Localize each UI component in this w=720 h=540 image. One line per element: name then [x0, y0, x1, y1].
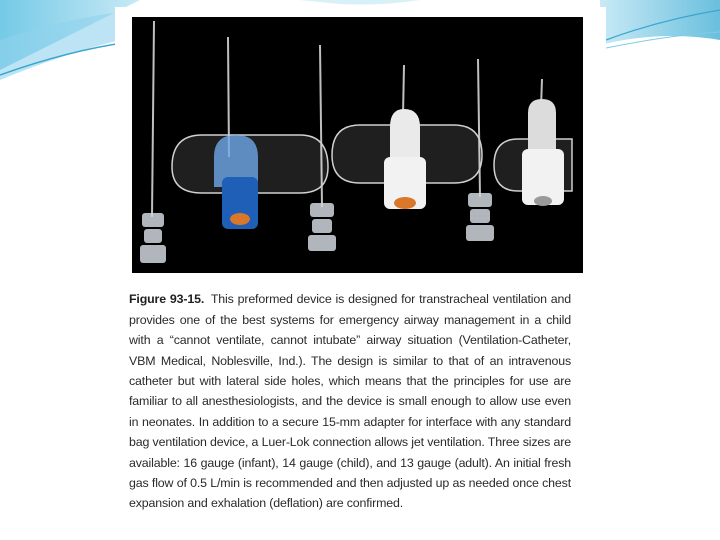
figure-card: [115, 7, 606, 517]
transtracheal-catheter-image: [132, 17, 583, 273]
figure-label: Figure 93-15.: [129, 292, 205, 307]
figure-caption: [129, 289, 571, 513]
figure-caption-text: This preformed device is designed for transtracheal ventilation and provides one of the best systems for emergency airway management in a child with a “cannot ventilate, cannot intubate” airway situation (Ventilation-Catheter, VBM Medical, Noblesville, Ind.). The design is similar to that of an intravenous catheter but with lateral side holes, which means that the principles for use are familiar to all anesthesiologists, and the device is small enough to allow use even in neonates. In addition to a secure 15-mm adapter for interface with any standard bag ventilation device, a Luer-Lok connection allows jet ventilation. Three sizes are available: 16 gauge (infant), 14 gauge (child), and 13 gauge (adult). An initial fresh gas flow of 0.5 L/min is recommended and then adjusted up as needed once chest expansion and exhalation (deflation) are confirmed.: [129, 292, 571, 511]
device-photo: [132, 17, 583, 273]
